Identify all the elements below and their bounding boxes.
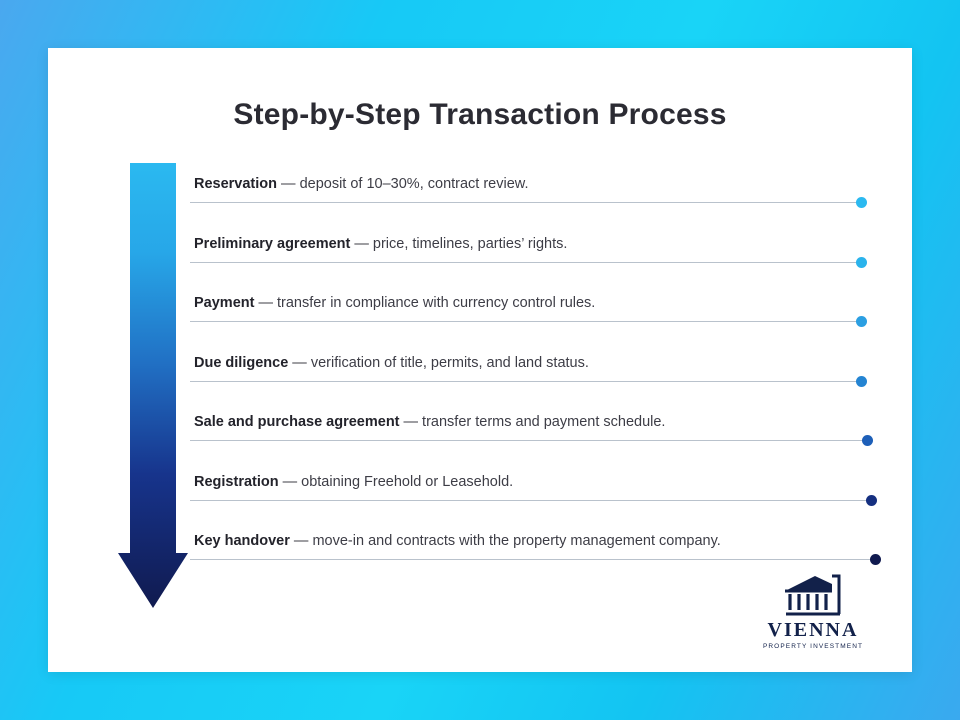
step-label: Reservation: [194, 176, 278, 192]
step-dot: [862, 435, 873, 446]
process-arrow: [118, 163, 188, 608]
step-line: [190, 559, 876, 560]
step-label: Registration: [194, 473, 279, 490]
step-line: [190, 381, 862, 382]
step-line: [190, 500, 872, 501]
step-line: [190, 202, 862, 203]
list-item: [190, 295, 860, 355]
step-description: — price, timelines, parties’ rights.: [350, 235, 568, 252]
step-text: [194, 236, 567, 252]
step-label: Payment: [194, 295, 255, 311]
list-item: [190, 355, 860, 415]
list-item: [190, 474, 860, 534]
step-text: [194, 295, 595, 311]
list-item: [190, 176, 860, 236]
logo-name: VIENNA: [767, 619, 859, 641]
step-label: Preliminary agreement: [194, 235, 351, 252]
step-dot: [856, 316, 867, 327]
step-label: Key handover: [194, 533, 290, 549]
step-text: [194, 176, 529, 192]
step-dot: [856, 376, 867, 387]
list-item: [190, 236, 860, 296]
steps-list: [190, 176, 860, 593]
downward-gradient-arrow-icon: [118, 163, 188, 608]
step-description: — verification of title, permits, and land status.: [288, 354, 589, 371]
step-text: [194, 355, 589, 371]
step-line: [190, 321, 862, 322]
logo-subtitle: PROPERTY INVESTMENT: [762, 643, 864, 650]
step-text: [194, 533, 721, 549]
list-item: [190, 414, 860, 474]
step-description: — deposit of 10–30%, contract review.: [277, 176, 529, 192]
bank-building-icon: [782, 574, 844, 618]
page-title: Step-by-Step Transaction Process: [233, 98, 727, 131]
step-dot: [866, 495, 877, 506]
step-label: Sale and purchase agreement: [194, 414, 400, 430]
step-line: [190, 440, 868, 441]
step-line: [190, 262, 862, 263]
step-description: — move-in and contracts with the property management company.: [289, 533, 721, 549]
step-dot: [870, 554, 881, 565]
slide-card: [48, 48, 912, 672]
step-description: — transfer terms and payment schedule.: [399, 414, 666, 430]
step-description: — transfer in compliance with currency control rules.: [254, 295, 596, 311]
step-description: — obtaining Freehold or Leasehold.: [278, 473, 514, 490]
brand-logo: [752, 574, 874, 650]
step-label: Due diligence: [194, 354, 289, 371]
step-text: [194, 414, 665, 430]
step-text: [194, 474, 513, 490]
step-dot: [856, 197, 867, 208]
step-dot: [856, 257, 867, 268]
